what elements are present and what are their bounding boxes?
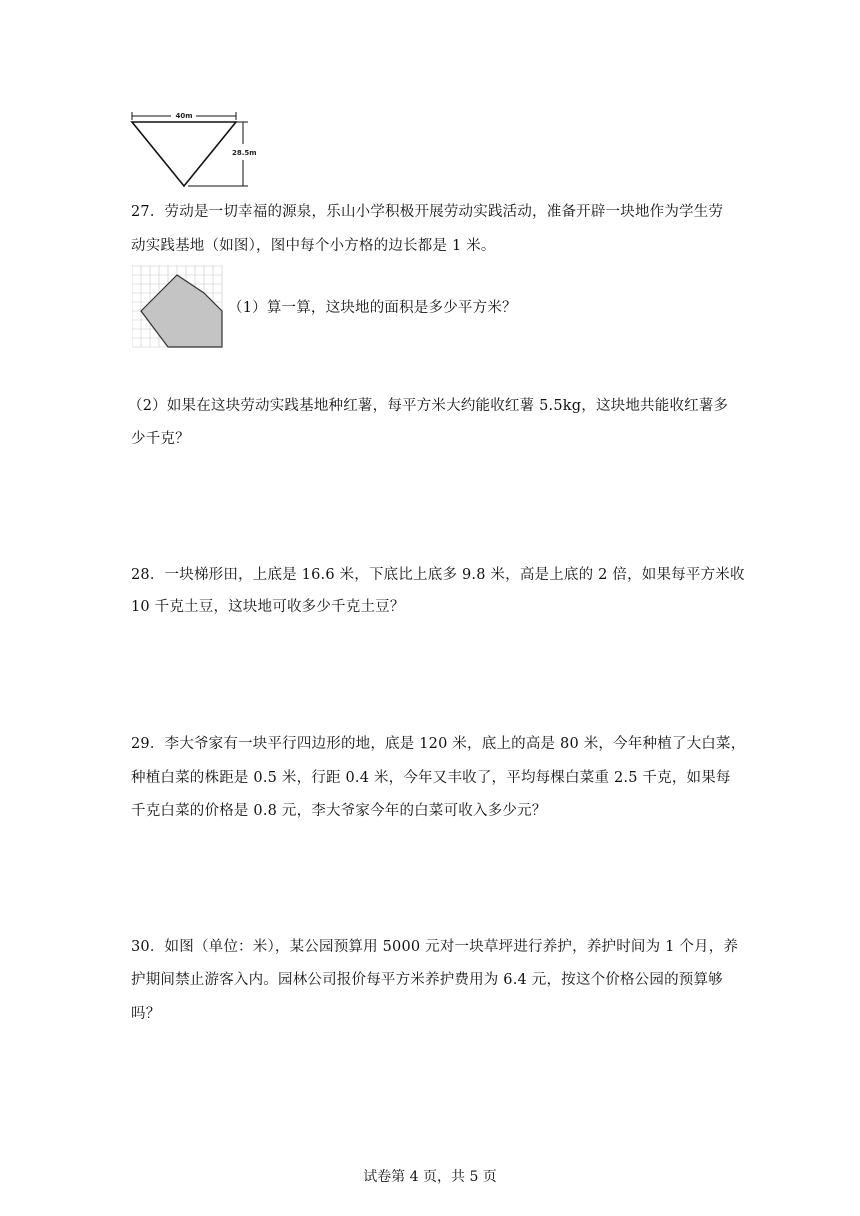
triangle-top-label: 40m: [175, 112, 193, 120]
triangle-figure: [128, 106, 258, 190]
q30-line3: 吗？: [131, 1006, 161, 1022]
q27-line2: 动实践基地（如图），图中每个小方格的边长都是 1 米。: [131, 238, 496, 254]
q30-line1: 30．如图（单位：米），某公园预算用 5000 元对一块草坪进行养护，养护时间为 1 个月，养: [131, 939, 739, 955]
q28-line2: 10 千克土豆，这块地可收多少千克土豆？: [131, 599, 405, 615]
q28-line1: 28．一块梯形田，上底是 16.6 米，下底比上底多 9.8 米，高是上底的 2 倍，如果每平方米收: [131, 567, 745, 583]
q29-line2: 种植白菜的株距是 0.5 米，行距 0.4 米，今年又丰收了，平均每棵白菜重 2.5 千克，如果每: [131, 770, 731, 786]
q27-part1: （1）算一算，这块地的面积是多少平方米？: [228, 300, 517, 316]
q27-part2-line1: （2）如果在这块劳动实践基地种红薯，每平方米大约能收红薯 5.5kg，这块地共能收红薯多: [128, 398, 729, 414]
grid-pentagon-figure: [132, 265, 224, 349]
q29-line3: 千克白菜的价格是 0.8 元，李大爷家今年的白菜可收入多少元？: [131, 803, 547, 819]
q30-line2: 护期间禁止游客入内。园林公司报价每平方米养护费用为 6.4 元，按这个价格公园的预算够: [131, 972, 723, 988]
triangle-height-label: 28.5m: [232, 149, 257, 157]
page-footer: 试卷第 4 页，共 5 页: [363, 1169, 497, 1185]
q27-line1: 27．劳动是一切幸福的源泉，乐山小学积极开展劳动实践活动，准备开辟一块地作为学生劳: [131, 204, 724, 220]
q27-part2-line2: 少千克？: [131, 431, 190, 447]
q29-line1: 29．李大爷家有一块平行四边形的地，底是 120 米，底上的高是 80 米，今年种植了大白菜，: [131, 736, 746, 752]
